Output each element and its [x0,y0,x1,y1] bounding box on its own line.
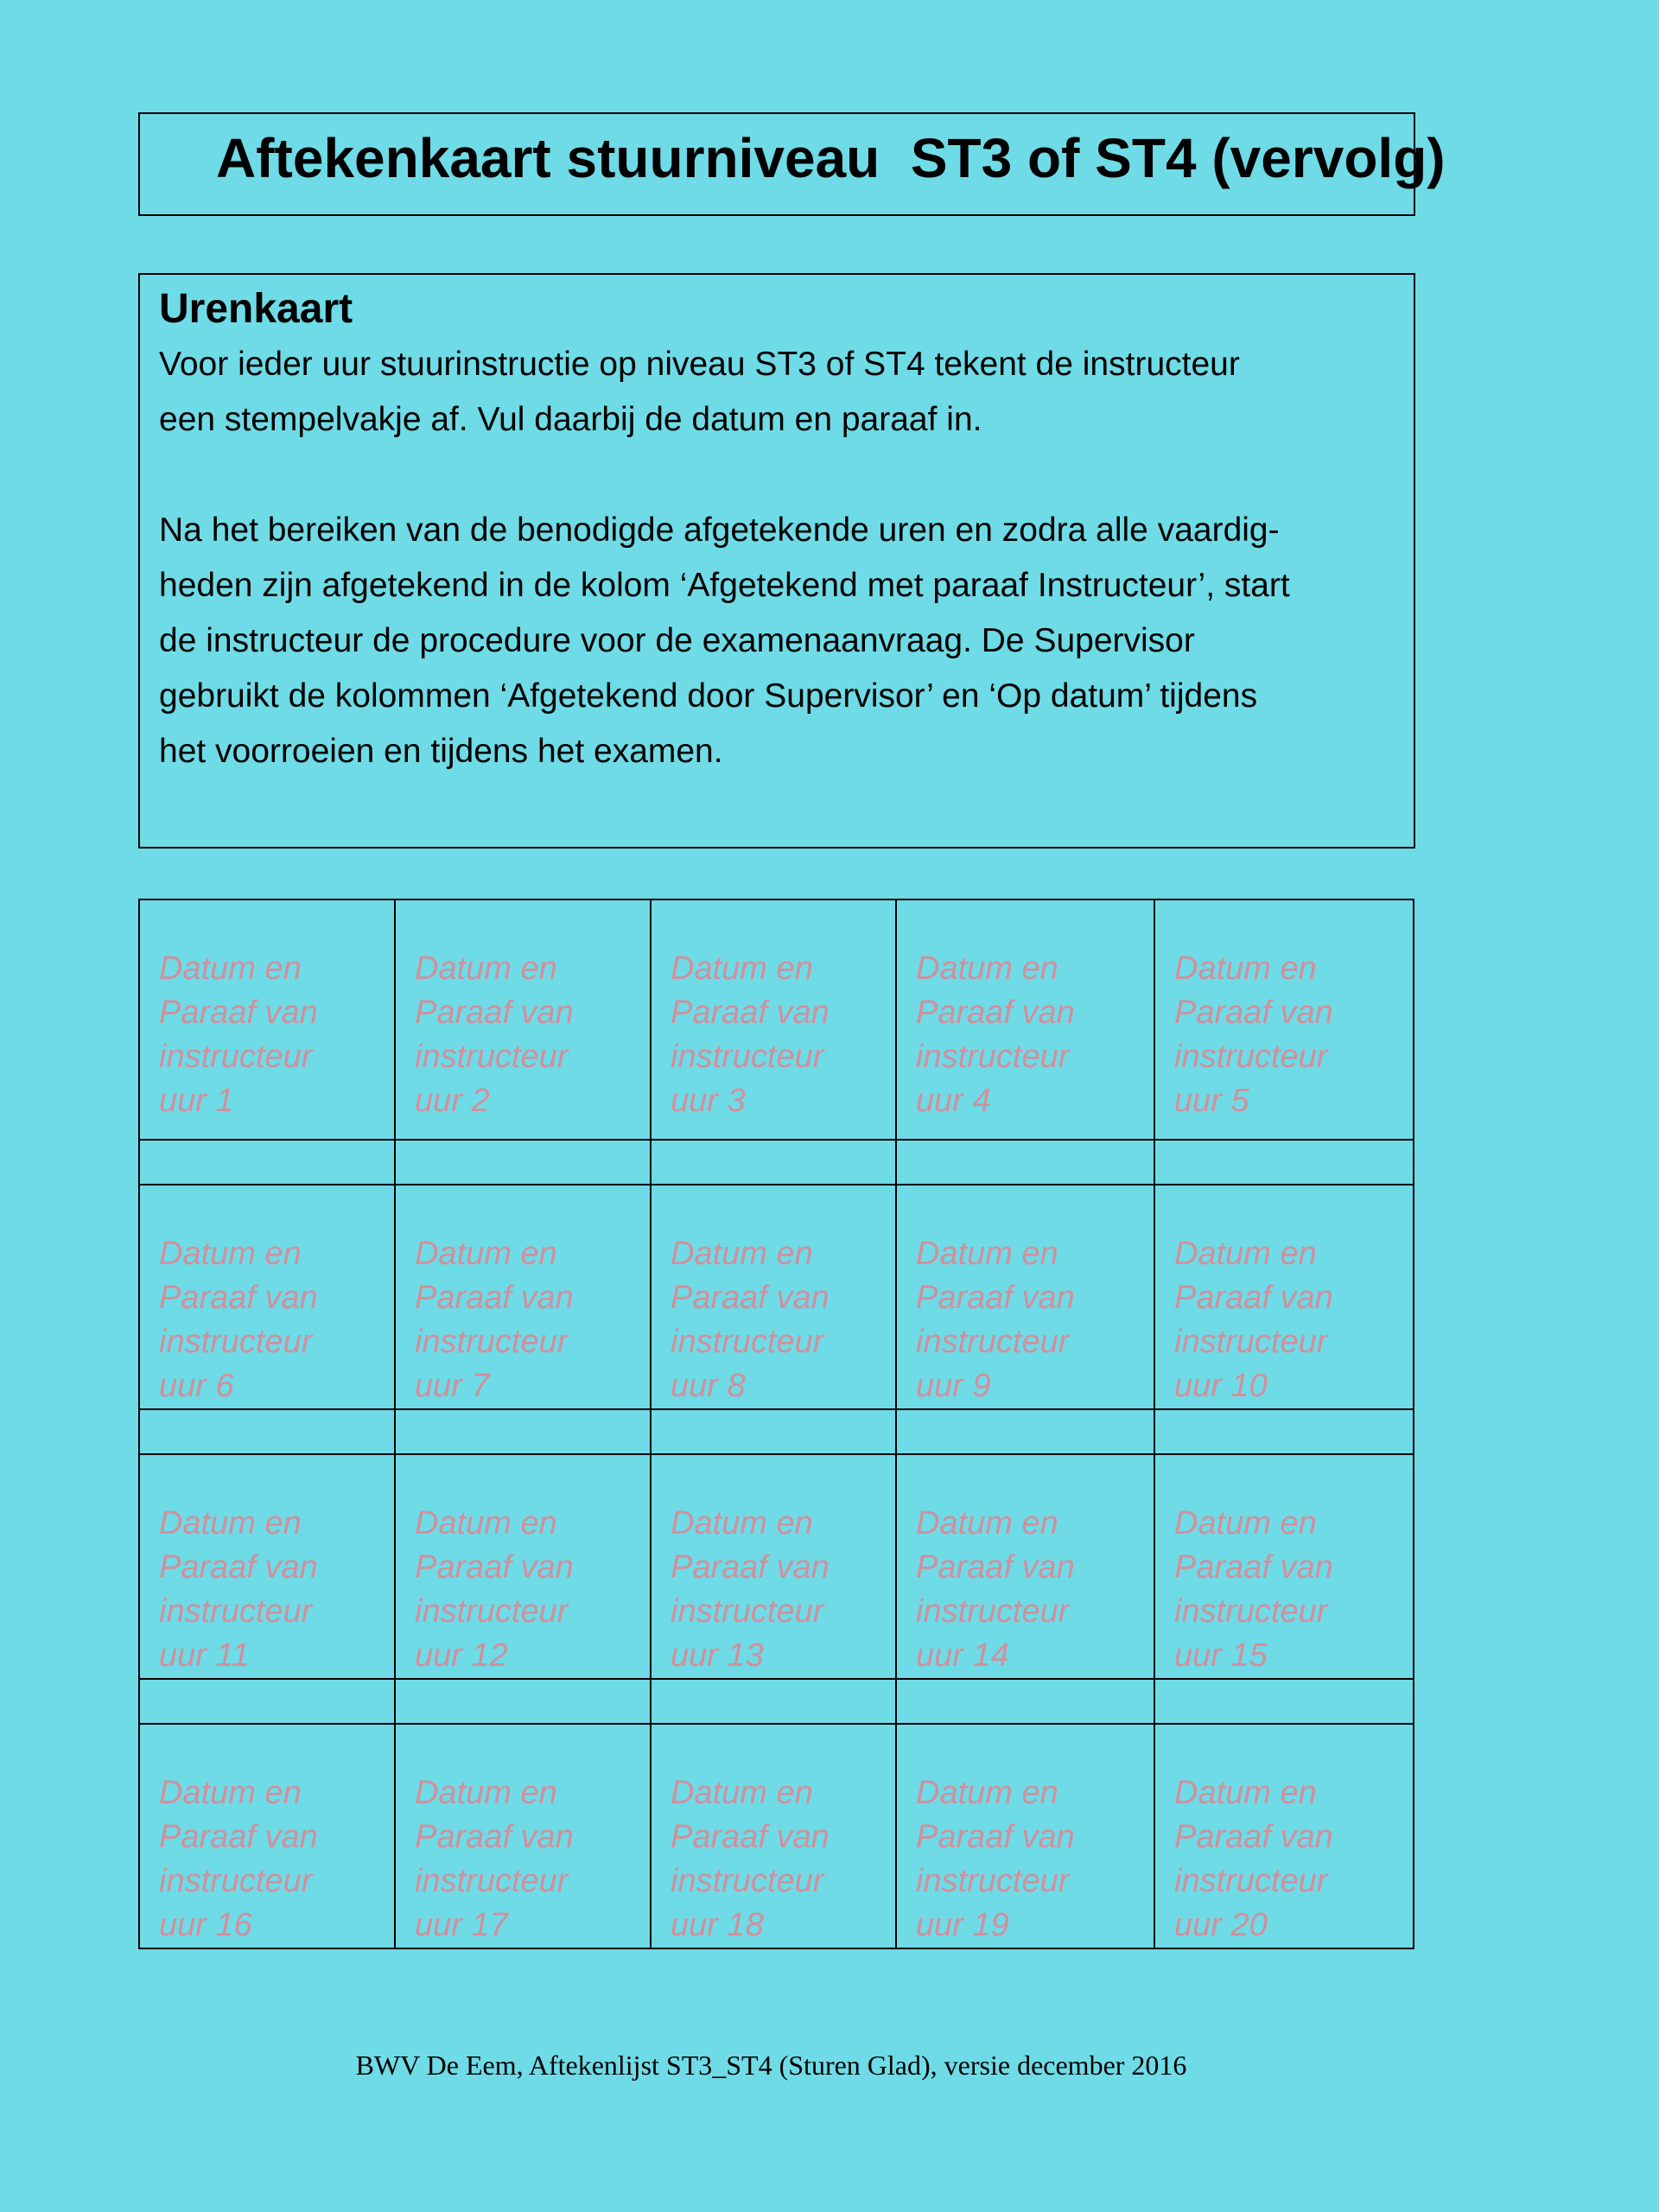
stamp-cell[interactable] [651,1724,896,1948]
stamp-cell-placeholder: Datum en [415,1236,557,1272]
stamp-cell[interactable] [1154,1724,1414,1948]
stamp-cell-placeholder: instructeur [159,1324,313,1360]
stamp-cell[interactable] [139,899,395,1140]
text-line: Na het bereiken van de benodigde afgetekende uren en zodra alle vaardig- [159,512,1280,549]
stamp-cell-placeholder: uur 17 [415,1907,508,1943]
stamp-row [139,899,1414,1140]
spacer-row [139,1409,1414,1454]
stamp-cell-placeholder: uur 12 [415,1637,508,1674]
stamp-cell-placeholder: instructeur [671,1863,824,1899]
stamp-cell-placeholder: Paraaf van [916,1819,1075,1855]
instruction-paragraph-2 [159,503,1395,779]
stamp-cell-placeholder: Datum en [671,950,813,987]
text-line: heden zijn afgetekend in de kolom ‘Afgetekend met paraaf Instructeur’, start [159,567,1290,604]
spacer-row [139,1679,1414,1724]
text-line: het voorroeien en tijdens het examen. [159,733,723,770]
stamp-cell-placeholder: Paraaf van [415,1280,574,1316]
spacer-row [139,1140,1414,1185]
stamp-cell-placeholder: Datum en [916,1236,1058,1272]
stamp-cell-placeholder: instructeur [916,1039,1070,1075]
stamp-cell-placeholder: Datum en [916,950,1058,987]
page-title: Aftekenkaart stuurniveau ST3 of ST4 (vervolg) [216,127,1446,189]
stamp-cell[interactable] [139,1185,395,1409]
stamp-cell[interactable] [896,1454,1154,1679]
stamp-cell-placeholder: uur 16 [159,1907,252,1943]
stamp-cell[interactable] [139,1724,395,1948]
stamp-cell-placeholder: Paraaf van [916,1549,1075,1586]
stamp-cell-placeholder: Datum en [415,1775,557,1811]
stamp-grid [138,899,1414,1949]
spacer-cell [395,1409,651,1454]
stamp-cell[interactable] [139,1454,395,1679]
stamp-cell-placeholder: instructeur [415,1593,569,1630]
stamp-row [139,1454,1414,1679]
stamp-cell-placeholder: Paraaf van [159,1280,318,1316]
title-box [138,112,1446,216]
stamp-cell-placeholder: Datum en [671,1775,813,1811]
stamp-cell-placeholder: uur 9 [916,1368,991,1404]
stamp-cell-placeholder: Datum en [916,1505,1058,1541]
stamp-cell-placeholder: uur 1 [159,1083,234,1119]
stamp-cell-placeholder: uur 14 [916,1637,1009,1674]
stamp-cell-placeholder: Paraaf van [415,995,574,1031]
text-line: een stempelvakje af. Vul daarbij de datum en paraaf in. [159,401,982,438]
stamp-cell-placeholder: instructeur [415,1039,569,1075]
stamp-cell-placeholder: instructeur [159,1863,313,1899]
stamp-cell-placeholder: instructeur [916,1593,1070,1630]
stamp-cell-placeholder: uur 10 [1174,1368,1268,1404]
spacer-cell [139,1409,395,1454]
stamp-cell-placeholder: uur 2 [415,1083,490,1119]
stamp-cell-placeholder: Paraaf van [415,1549,574,1586]
stamp-cell-placeholder: Datum en [1174,1775,1317,1811]
stamp-cell-placeholder: uur 11 [159,1637,250,1674]
stamp-cell-placeholder: Datum en [159,1775,302,1811]
stamp-cell-placeholder: Paraaf van [671,1280,830,1316]
stamp-cell-placeholder: Datum en [1174,1505,1317,1541]
stamp-cell-placeholder: Paraaf van [159,1549,318,1586]
stamp-cell-placeholder: Datum en [1174,1236,1317,1272]
stamp-cell[interactable] [1154,1185,1414,1409]
stamp-cell-placeholder: Paraaf van [916,995,1075,1031]
stamp-cell-placeholder: Paraaf van [415,1819,574,1855]
spacer-cell [1154,1140,1414,1185]
stamp-cell-placeholder: Paraaf van [1174,995,1333,1031]
stamp-cell-placeholder: instructeur [415,1863,569,1899]
spacer-cell [1154,1409,1414,1454]
stamp-cell-placeholder: uur 13 [671,1637,764,1674]
spacer-cell [139,1679,395,1724]
stamp-row [139,1185,1414,1409]
spacer-cell [651,1679,896,1724]
stamp-cell-placeholder: instructeur [916,1863,1070,1899]
spacer-cell [651,1140,896,1185]
stamp-cell-placeholder: instructeur [1174,1863,1328,1899]
text-line: gebruikt de kolommen ‘Afgetekend door Supervisor’ en ‘Op datum’ tijdens [159,677,1258,715]
stamp-cell-placeholder: uur 5 [1174,1083,1249,1119]
stamp-cell[interactable] [1154,899,1414,1140]
stamp-cell-placeholder: Paraaf van [159,995,318,1031]
spacer-cell [395,1140,651,1185]
stamp-cell-placeholder: Datum en [671,1505,813,1541]
spacer-cell [1154,1679,1414,1724]
stamp-cell-placeholder: Datum en [415,950,557,987]
stamp-cell[interactable] [395,1185,651,1409]
stamp-cell-placeholder: uur 19 [916,1907,1009,1943]
stamp-cell-placeholder: instructeur [159,1593,313,1630]
stamp-cell-placeholder: uur 8 [671,1368,746,1404]
stamp-cell-placeholder: Datum en [916,1775,1058,1811]
instruction-paragraph-1 [159,337,1395,448]
stamp-cell-placeholder: instructeur [1174,1324,1328,1360]
stamp-cell-placeholder: uur 18 [671,1907,764,1943]
stamp-cell[interactable] [395,1454,651,1679]
stamp-cell[interactable] [395,899,651,1140]
spacer-cell [139,1140,395,1185]
stamp-cell-placeholder: Paraaf van [671,1819,830,1855]
stamp-cell-placeholder: Datum en [159,1505,302,1541]
stamp-cell[interactable] [651,1185,896,1409]
stamp-cell-placeholder: instructeur [671,1593,824,1630]
stamp-cell-placeholder: uur 3 [671,1083,746,1119]
text-line: Voor ieder uur stuurinstructie op niveau ST3 of ST4 tekent de instructeur [159,346,1240,383]
stamp-cell-placeholder: Datum en [159,950,302,987]
stamp-cell-placeholder: instructeur [415,1324,569,1360]
stamp-cell-placeholder: instructeur [1174,1593,1328,1630]
stamp-cell[interactable] [896,1185,1154,1409]
stamp-cell-placeholder: Datum en [159,1236,302,1272]
stamp-cell[interactable] [896,899,1154,1140]
stamp-cell-placeholder: uur 6 [159,1368,234,1404]
stamp-cell-placeholder: instructeur [1174,1039,1328,1075]
spacer-cell [651,1409,896,1454]
stamp-cell-placeholder: Datum en [415,1505,557,1541]
urenkaart-heading: Urenkaart [159,286,353,332]
stamp-cell-placeholder: Datum en [671,1236,813,1272]
urenkaart-section [138,273,1415,849]
stamp-row [139,1724,1414,1948]
stamp-cell-placeholder: Paraaf van [916,1280,1075,1316]
spacer-cell [896,1140,1154,1185]
stamp-cell-placeholder: uur 20 [1174,1907,1268,1943]
stamp-cell-placeholder: uur 4 [916,1083,991,1119]
stamp-cell-placeholder: Paraaf van [1174,1819,1333,1855]
spacer-cell [896,1679,1154,1724]
stamp-cell[interactable] [651,899,896,1140]
spacer-cell [896,1409,1154,1454]
stamp-cell-placeholder: Paraaf van [1174,1280,1333,1316]
stamp-cell-placeholder: Paraaf van [1174,1549,1333,1586]
stamp-cell-placeholder: Datum en [1174,950,1317,987]
stamp-cell[interactable] [896,1724,1154,1948]
stamp-cell-placeholder: instructeur [671,1324,824,1360]
spacer-cell [395,1679,651,1724]
stamp-cell-placeholder: instructeur [159,1039,313,1075]
stamp-cell-placeholder: Paraaf van [159,1819,318,1855]
stamp-cell-placeholder: uur 15 [1174,1637,1268,1674]
stamp-cell[interactable] [1154,1454,1414,1679]
stamp-cell-placeholder: uur 7 [415,1368,490,1404]
text-line: de instructeur de procedure voor de examenaanvraag. De Supervisor [159,622,1195,659]
stamp-cell-placeholder: Paraaf van [671,1549,830,1586]
stamp-cell-placeholder: instructeur [671,1039,824,1075]
stamp-cell-placeholder: instructeur [916,1324,1070,1360]
stamp-cell[interactable] [395,1724,651,1948]
footer-text: BWV De Eem, Aftekenlijst ST3_ST4 (Sturen Glad), versie december 2016 [355,2050,1187,2081]
stamp-cell-placeholder: Paraaf van [671,995,830,1031]
stamp-cell[interactable] [651,1454,896,1679]
